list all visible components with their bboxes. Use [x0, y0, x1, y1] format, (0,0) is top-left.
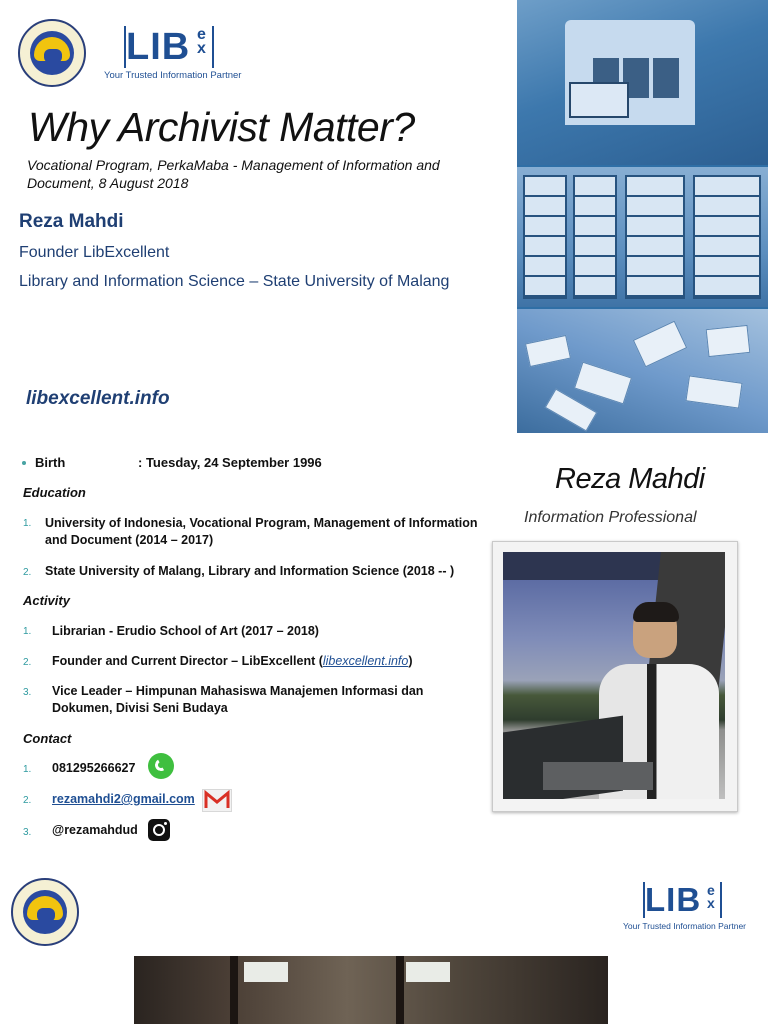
logo-brand-ex: ex [707, 882, 715, 911]
education-item-number: 1. [23, 518, 32, 529]
activity-item-number: 1. [23, 626, 32, 637]
activity-item-text: Founder and Current Director – LibExcellent ( [52, 654, 323, 668]
birth-label: Birth [35, 455, 66, 470]
activity-heading: Activity [23, 593, 70, 608]
contact-heading: Contact [23, 731, 72, 746]
scattered-papers-photo [517, 309, 768, 433]
profile-photo-frame [492, 541, 738, 812]
presenter-role: Founder LibExcellent [19, 244, 170, 261]
activity-item-number: 3. [23, 687, 32, 698]
contact-instagram: @rezamahdud [52, 823, 138, 837]
profile-name: Reza Mahdi [555, 463, 705, 495]
activity-item-number: 2. [23, 657, 32, 668]
website-link[interactable]: libexcellent.info [26, 388, 170, 409]
contact-phone: 081295266627 [52, 761, 136, 775]
presentation-subtitle: Vocational Program, PerkaMaba - Management of Information and Document, 8 August 2018 [27, 157, 440, 191]
education-heading: Education [23, 485, 86, 500]
university-logo-icon [18, 19, 86, 87]
profile-photo [503, 552, 725, 799]
activity-website-link[interactable]: libexcellent.info [322, 654, 409, 668]
activity-item [52, 653, 482, 670]
activity-item-text: ) [408, 654, 413, 668]
contact-email-link[interactable]: rezamahdi2@gmail.com [52, 792, 195, 806]
birth-value: : Tuesday, 24 September 1996 [138, 455, 322, 470]
bullet-dot-icon [22, 461, 26, 465]
whatsapp-icon[interactable] [148, 753, 174, 779]
libex-logo [623, 882, 758, 934]
profile-profession: Information Professional [524, 509, 697, 526]
contact-item-number: 3. [23, 827, 32, 838]
contact-item-number: 1. [23, 764, 32, 775]
presentation-title: Why Archivist Matter? [28, 104, 415, 150]
education-item: University of Indonesia, Vocational Program, Management of Information and Document (2014 – 2017) [45, 516, 478, 547]
instagram-icon[interactable] [148, 819, 170, 841]
archive-photo-panel [517, 0, 768, 433]
logo-brand-ex: ex [197, 26, 206, 58]
logo-tagline: Your Trusted Information Partner [104, 70, 242, 81]
activity-item: Vice Leader – Himpunan Mahasiswa Manajemen Informasi dan Dokumen, Divisi Seni Budaya [52, 684, 424, 715]
education-item-number: 2. [23, 567, 32, 578]
activity-item: Librarian - Erudio School of Art (2017 – 2018) [52, 624, 319, 638]
logo-brand-text: LIB [645, 881, 702, 918]
presenter-name: Reza Mahdi [19, 211, 124, 232]
slide-profile [0, 443, 768, 860]
slide-title [0, 0, 768, 435]
university-logo-icon [11, 878, 79, 946]
logo-brand-text: LIB [126, 26, 191, 68]
logo-tagline: Your Trusted Information Partner [623, 921, 747, 931]
slide-partial [0, 868, 768, 1024]
archive-shelves-photo [517, 167, 768, 307]
presenter-affiliation: Library and Information Science – State University of Malang [19, 273, 450, 290]
libex-logo [104, 26, 254, 82]
room-photo [134, 956, 608, 1024]
education-item: State University of Malang, Library and Information Science (2018 -- ) [45, 564, 455, 578]
archive-tunnel-photo [517, 0, 768, 165]
gmail-icon[interactable] [202, 789, 232, 812]
contact-item-number: 2. [23, 795, 32, 806]
